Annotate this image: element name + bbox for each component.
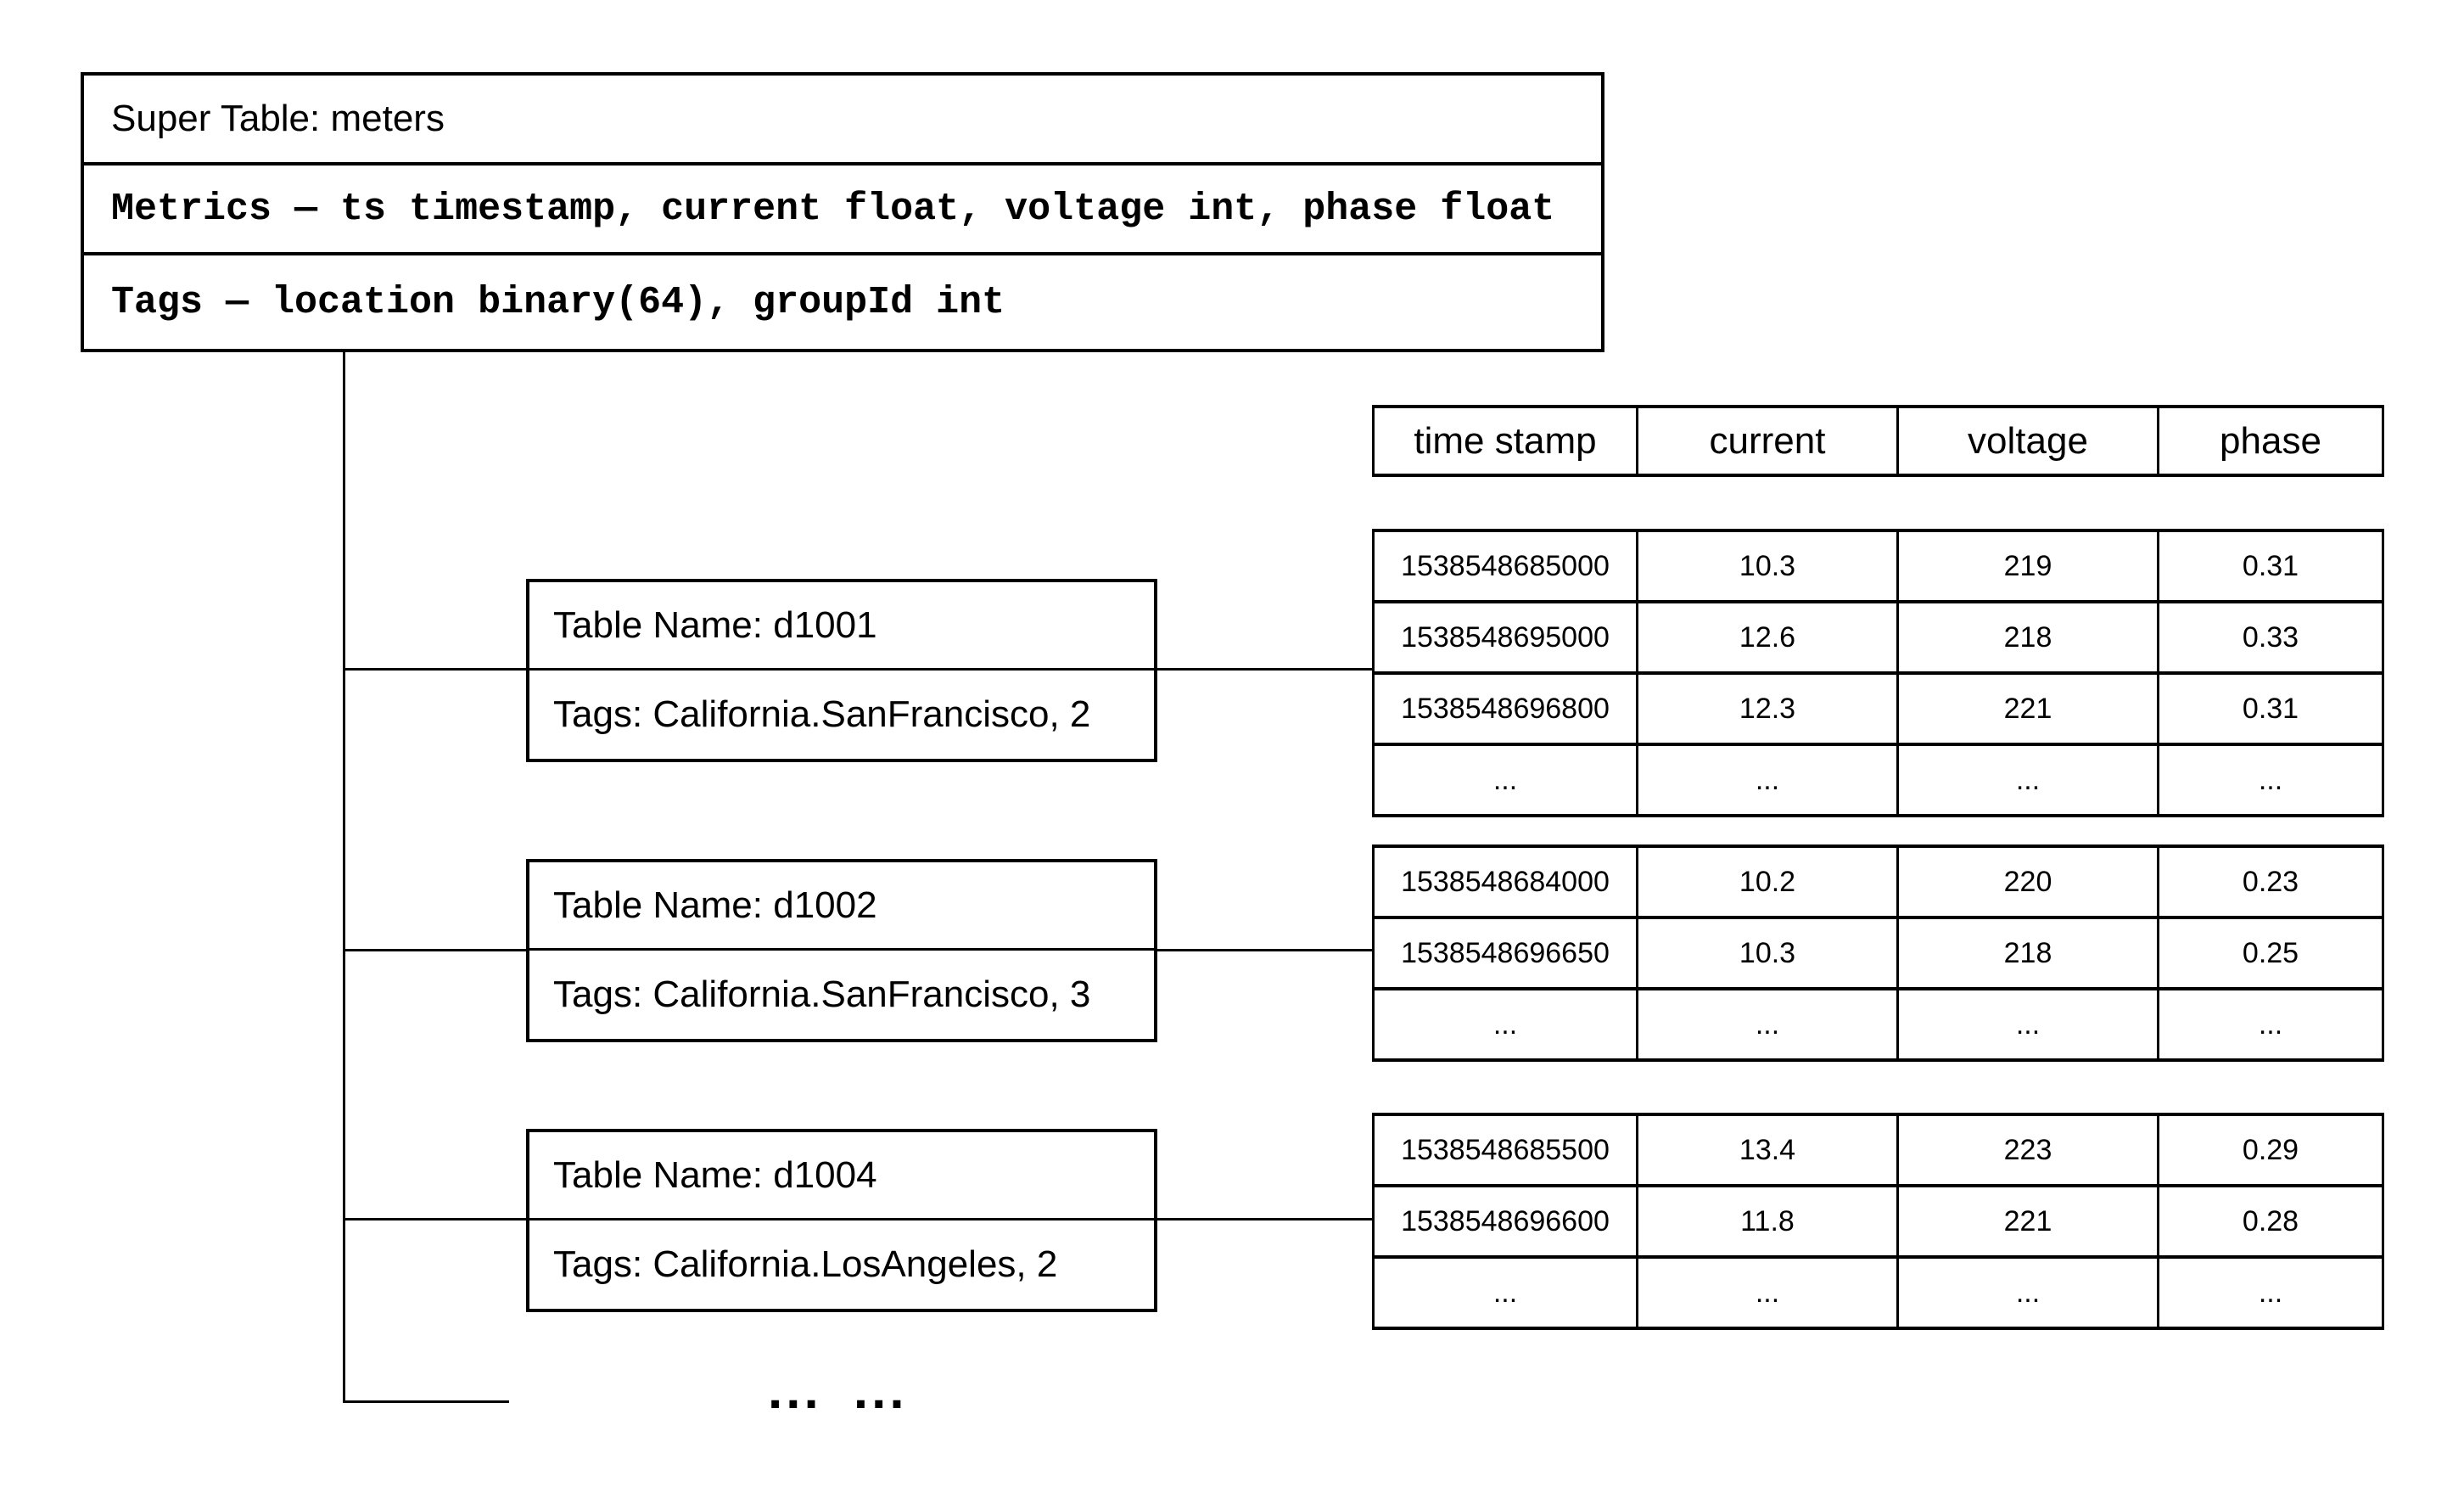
subtable-box-d1004 xyxy=(526,1129,1157,1312)
subtable-tags-label: Tags: California.SanFrancisco, 3 xyxy=(553,974,1091,1015)
table-row xyxy=(1374,673,2383,744)
table-cell: 220 xyxy=(1898,846,2159,917)
table-cell: 10.2 xyxy=(1638,846,1898,917)
table-row xyxy=(1374,602,2383,673)
data-table-d1002 xyxy=(1372,845,2384,1062)
tree-branch-line-d1002 xyxy=(343,949,528,951)
table-cell: 221 xyxy=(1898,673,2159,744)
column-header-phase: phase xyxy=(2159,407,2383,475)
table-cell: 0.31 xyxy=(2159,673,2383,744)
table-row xyxy=(1374,846,2383,917)
subtable-name-label: Table Name: d1002 xyxy=(529,862,1154,951)
table-cell: ... xyxy=(1374,744,1638,816)
super-table-box xyxy=(81,72,1604,352)
table-cell: 1538548685500 xyxy=(1374,1114,1638,1186)
table-cell: 1538548696600 xyxy=(1374,1186,1638,1257)
table-row xyxy=(1374,989,2383,1060)
table-cell: 1538548684000 xyxy=(1374,846,1638,917)
table-cell: 12.3 xyxy=(1638,673,1898,744)
super-table-title: Super Table: meters xyxy=(84,76,1601,166)
table-cell: 1538548695000 xyxy=(1374,602,1638,673)
table-row xyxy=(1374,917,2383,989)
table-cell: 223 xyxy=(1898,1114,2159,1186)
tree-branch-line-more xyxy=(343,1400,509,1403)
tree-branch-line-d1001 xyxy=(343,668,528,671)
column-header-current: current xyxy=(1638,407,1898,475)
table-cell: ... xyxy=(1898,744,2159,816)
connector-line-d1004 xyxy=(1157,1218,1373,1220)
table-cell: ... xyxy=(1638,744,1898,816)
table-cell: 219 xyxy=(1898,530,2159,602)
subtable-box-d1001 xyxy=(526,579,1157,762)
table-cell: ... xyxy=(1898,989,2159,1060)
table-cell: 221 xyxy=(1898,1186,2159,1257)
table-cell: ... xyxy=(1638,989,1898,1060)
table-cell: ... xyxy=(2159,1257,2383,1328)
tree-trunk-line xyxy=(343,352,345,1403)
table-row xyxy=(1374,1186,2383,1257)
table-row xyxy=(1374,1114,2383,1186)
table-row xyxy=(1374,1257,2383,1328)
connector-line-d1002 xyxy=(1157,949,1373,951)
data-table-d1001 xyxy=(1372,529,2384,817)
table-cell: 10.3 xyxy=(1638,530,1898,602)
table-cell: ... xyxy=(1374,989,1638,1060)
data-table-d1004 xyxy=(1372,1113,2384,1330)
table-cell: 10.3 xyxy=(1638,917,1898,989)
subtable-name-label: Table Name: d1004 xyxy=(529,1132,1154,1220)
table-cell: 1538548696800 xyxy=(1374,673,1638,744)
super-table-tags-line: Tags — location binary(64), groupId int xyxy=(111,280,1005,324)
table-cell: 0.28 xyxy=(2159,1186,2383,1257)
table-cell: ... xyxy=(2159,989,2383,1060)
column-header-voltage: voltage xyxy=(1898,407,2159,475)
subtable-tags-label: Tags: California.SanFrancisco, 2 xyxy=(553,693,1091,735)
table-cell: 218 xyxy=(1898,602,2159,673)
table-cell: 1538548696650 xyxy=(1374,917,1638,989)
table-cell: 11.8 xyxy=(1638,1186,1898,1257)
table-cell: 0.31 xyxy=(2159,530,2383,602)
table-cell: ... xyxy=(1374,1257,1638,1328)
table-cell: 0.33 xyxy=(2159,602,2383,673)
table-cell: ... xyxy=(2159,744,2383,816)
subtable-box-d1002 xyxy=(526,859,1157,1042)
table-row xyxy=(1374,530,2383,602)
table-cell: ... xyxy=(1898,1257,2159,1328)
more-tables-ellipsis: ... ... xyxy=(768,1361,908,1420)
column-header-timestamp: time stamp xyxy=(1374,407,1638,475)
table-cell: 12.6 xyxy=(1638,602,1898,673)
connector-line-d1001 xyxy=(1157,668,1373,671)
table-cell: 0.23 xyxy=(2159,846,2383,917)
column-header-row xyxy=(1374,407,2383,475)
table-cell: 0.29 xyxy=(2159,1114,2383,1186)
tree-branch-line-d1004 xyxy=(343,1218,528,1220)
table-cell: 13.4 xyxy=(1638,1114,1898,1186)
super-table-metrics-line: Metrics — ts timestamp, current float, voltage int, phase float xyxy=(84,166,1601,255)
table-cell: 1538548685000 xyxy=(1374,530,1638,602)
table-cell: 218 xyxy=(1898,917,2159,989)
table-cell: ... xyxy=(1638,1257,1898,1328)
column-header-table xyxy=(1372,405,2384,477)
subtable-name-label: Table Name: d1001 xyxy=(529,582,1154,671)
subtable-tags-label: Tags: California.LosAngeles, 2 xyxy=(553,1243,1058,1285)
table-cell: 0.25 xyxy=(2159,917,2383,989)
table-row xyxy=(1374,744,2383,816)
